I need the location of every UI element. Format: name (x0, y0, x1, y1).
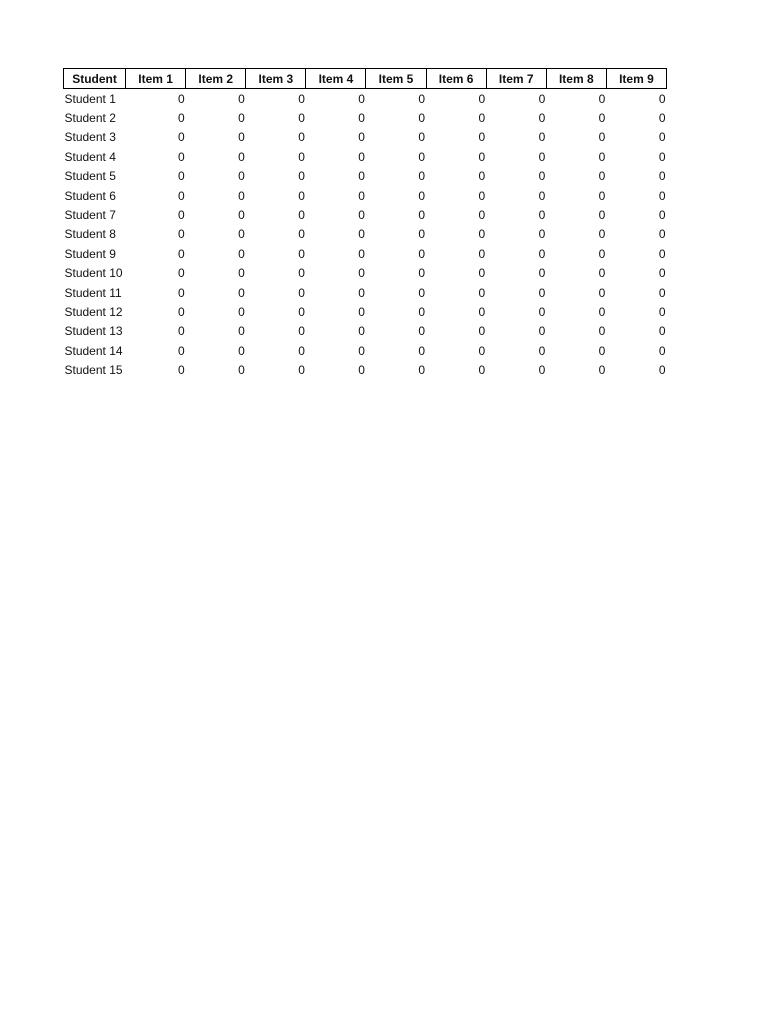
table-row (64, 147, 667, 166)
score-cell: 0 (178, 188, 185, 203)
score-cell: 0 (598, 246, 606, 261)
score-cell: 0 (178, 91, 185, 106)
score-cell: 0 (658, 285, 666, 300)
score-cell: 0 (598, 130, 606, 145)
score-cell: 0 (418, 188, 426, 203)
table-row (64, 108, 667, 127)
column-header-item-1: Item 1 (126, 69, 186, 89)
score-cell: 0 (238, 208, 245, 223)
score-cell: 0 (418, 266, 426, 281)
score-cell: 0 (598, 363, 606, 378)
score-cell: 0 (178, 208, 185, 223)
column-header-student: Student (64, 69, 126, 89)
score-cell: 0 (538, 343, 546, 358)
score-sheet (63, 68, 667, 380)
score-cell: 0 (298, 111, 305, 126)
score-cell: 0 (598, 91, 606, 106)
score-cell: 0 (478, 285, 486, 300)
score-cell: 0 (238, 227, 245, 242)
score-cell: 0 (298, 343, 305, 358)
score-cell: 0 (418, 111, 426, 126)
table-row (64, 283, 667, 302)
score-cell: 0 (418, 130, 426, 145)
score-cell: 0 (658, 363, 666, 378)
score-cell: 0 (538, 149, 546, 164)
score-cell: 0 (298, 266, 305, 281)
score-cell: 0 (478, 343, 486, 358)
student-name-cell: Student 4 (64, 149, 116, 164)
column-header-item-8: Item 8 (546, 69, 606, 89)
score-cell: 0 (658, 266, 666, 281)
score-cell: 0 (478, 169, 486, 184)
table-row (64, 167, 667, 186)
score-cell: 0 (238, 130, 245, 145)
score-cell: 0 (538, 130, 546, 145)
score-cell: 0 (538, 363, 546, 378)
table-row (64, 186, 667, 205)
score-cell: 0 (418, 343, 426, 358)
score-cell: 0 (538, 111, 546, 126)
score-cell: 0 (598, 111, 606, 126)
score-cell: 0 (358, 304, 365, 319)
score-cell: 0 (358, 130, 365, 145)
table-row (64, 264, 667, 283)
student-name-cell: Student 1 (64, 91, 116, 106)
score-cell: 0 (418, 285, 426, 300)
score-cell: 0 (178, 266, 185, 281)
score-cell: 0 (598, 285, 606, 300)
score-cell: 0 (598, 343, 606, 358)
score-cell: 0 (238, 363, 245, 378)
score-cell: 0 (538, 169, 546, 184)
score-cell: 0 (358, 285, 365, 300)
score-cell: 0 (598, 227, 606, 242)
score-cell: 0 (298, 169, 305, 184)
table-row (64, 89, 667, 109)
score-cell: 0 (418, 324, 426, 339)
score-cell: 0 (238, 285, 245, 300)
score-cell: 0 (658, 130, 666, 145)
score-cell: 0 (478, 363, 486, 378)
score-cell: 0 (238, 169, 245, 184)
column-header-item-7: Item 7 (486, 69, 546, 89)
score-cell: 0 (418, 208, 426, 223)
score-cell: 0 (598, 208, 606, 223)
score-cell: 0 (658, 91, 666, 106)
score-cell: 0 (298, 91, 305, 106)
score-cell: 0 (238, 149, 245, 164)
score-cell: 0 (598, 304, 606, 319)
score-cell: 0 (478, 130, 486, 145)
score-cell: 0 (478, 304, 486, 319)
table-row (64, 360, 667, 379)
student-name-cell: Student 2 (64, 111, 116, 126)
score-cell: 0 (538, 246, 546, 261)
score-cell: 0 (358, 208, 365, 223)
score-cell: 0 (238, 304, 245, 319)
score-cell: 0 (538, 266, 546, 281)
table-row (64, 205, 667, 224)
score-cell: 0 (238, 246, 245, 261)
score-cell: 0 (358, 91, 365, 106)
score-cell: 0 (418, 363, 426, 378)
score-cell: 0 (538, 91, 546, 106)
score-cell: 0 (178, 324, 185, 339)
score-cell: 0 (598, 266, 606, 281)
score-cell: 0 (538, 227, 546, 242)
score-cell: 0 (238, 324, 245, 339)
score-cell: 0 (298, 227, 305, 242)
student-name-cell: Student 11 (64, 285, 122, 300)
column-header-item-5: Item 5 (366, 69, 426, 89)
score-cell: 0 (178, 343, 185, 358)
score-cell: 0 (658, 208, 666, 223)
score-cell: 0 (418, 149, 426, 164)
score-cell: 0 (478, 208, 486, 223)
student-name-cell: Student 12 (64, 304, 123, 319)
score-cell: 0 (358, 246, 365, 261)
student-name-cell: Student 5 (64, 169, 116, 184)
score-cell: 0 (238, 111, 245, 126)
score-cell: 0 (538, 304, 546, 319)
score-cell: 0 (478, 91, 486, 106)
score-cell: 0 (178, 246, 185, 261)
score-cell: 0 (658, 227, 666, 242)
student-name-cell: Student 14 (64, 343, 123, 358)
student-name-cell: Student 8 (64, 227, 116, 242)
student-name-cell: Student 9 (64, 246, 116, 261)
score-cell: 0 (178, 363, 185, 378)
score-cell: 0 (478, 111, 486, 126)
score-cell: 0 (298, 304, 305, 319)
score-cell: 0 (478, 149, 486, 164)
score-cell: 0 (178, 304, 185, 319)
score-cell: 0 (298, 246, 305, 261)
score-cell: 0 (358, 363, 365, 378)
score-cell: 0 (418, 227, 426, 242)
column-header-item-2: Item 2 (186, 69, 246, 89)
score-cell: 0 (178, 169, 185, 184)
score-cell: 0 (538, 208, 546, 223)
student-name-cell: Student 6 (64, 188, 116, 203)
score-cell: 0 (298, 208, 305, 223)
score-cell: 0 (478, 227, 486, 242)
score-cell: 0 (358, 188, 365, 203)
score-cell: 0 (358, 111, 365, 126)
score-cell: 0 (358, 169, 365, 184)
score-cell: 0 (238, 188, 245, 203)
column-header-item-6: Item 6 (426, 69, 486, 89)
score-cell: 0 (238, 343, 245, 358)
score-cell: 0 (178, 227, 185, 242)
score-cell: 0 (658, 111, 666, 126)
table-body (64, 89, 667, 380)
score-cell: 0 (238, 266, 245, 281)
table-row (64, 341, 667, 360)
score-cell: 0 (538, 285, 546, 300)
score-cell: 0 (598, 149, 606, 164)
column-header-item-9: Item 9 (606, 69, 666, 89)
table-row (64, 322, 667, 341)
score-cell: 0 (178, 285, 185, 300)
student-name-cell: Student 15 (64, 363, 123, 378)
student-name-cell: Student 3 (64, 130, 116, 145)
score-cell: 0 (178, 111, 185, 126)
score-cell: 0 (658, 324, 666, 339)
table-row (64, 225, 667, 244)
score-cell: 0 (478, 188, 486, 203)
column-header-item-3: Item 3 (246, 69, 306, 89)
column-header-item-4: Item 4 (306, 69, 366, 89)
table-row (64, 244, 667, 263)
score-cell: 0 (598, 188, 606, 203)
score-cell: 0 (298, 363, 305, 378)
student-name-cell: Student 7 (64, 208, 116, 223)
score-cell: 0 (358, 149, 365, 164)
score-cell: 0 (658, 169, 666, 184)
score-cell: 0 (658, 188, 666, 203)
score-cell: 0 (538, 188, 546, 203)
score-cell: 0 (418, 246, 426, 261)
table-row (64, 128, 667, 147)
header-row (64, 69, 667, 89)
score-table (63, 68, 667, 380)
score-cell: 0 (658, 246, 666, 261)
score-cell: 0 (358, 324, 365, 339)
score-cell: 0 (358, 227, 365, 242)
score-cell: 0 (658, 343, 666, 358)
score-cell: 0 (598, 324, 606, 339)
score-cell: 0 (418, 91, 426, 106)
score-cell: 0 (418, 304, 426, 319)
score-cell: 0 (478, 324, 486, 339)
score-cell: 0 (178, 149, 185, 164)
score-cell: 0 (178, 130, 185, 145)
score-cell: 0 (658, 304, 666, 319)
score-cell: 0 (298, 130, 305, 145)
score-cell: 0 (298, 188, 305, 203)
score-cell: 0 (238, 91, 245, 106)
score-cell: 0 (418, 169, 426, 184)
score-cell: 0 (478, 246, 486, 261)
table-row (64, 302, 667, 321)
score-cell: 0 (298, 285, 305, 300)
score-cell: 0 (358, 343, 365, 358)
student-name-cell: Student 10 (64, 266, 123, 281)
score-cell: 0 (538, 324, 546, 339)
score-cell: 0 (478, 266, 486, 281)
score-cell: 0 (598, 169, 606, 184)
score-cell: 0 (658, 149, 666, 164)
score-cell: 0 (298, 324, 305, 339)
score-cell: 0 (298, 149, 305, 164)
student-name-cell: Student 13 (64, 324, 123, 339)
score-cell: 0 (358, 266, 365, 281)
